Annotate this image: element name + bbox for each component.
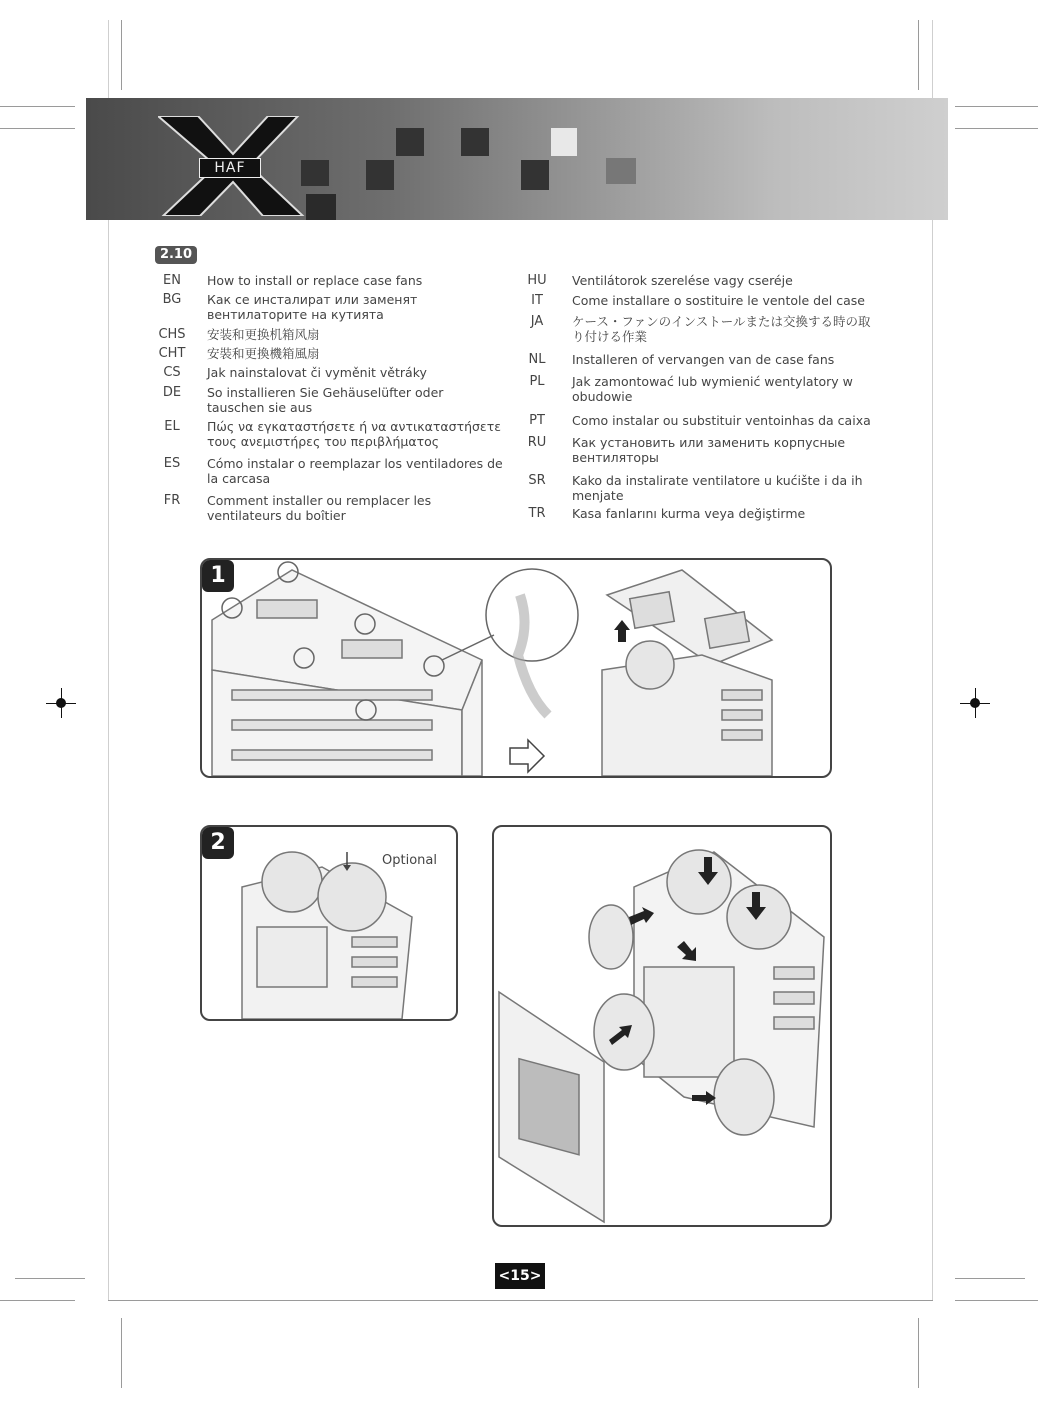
crop-mark <box>955 1278 1025 1279</box>
fan-locations-illustration <box>492 825 832 1227</box>
registration-mark <box>975 688 976 718</box>
crop-mark <box>955 128 1038 129</box>
optional-label: Optional <box>382 853 437 868</box>
crop-mark <box>955 1300 1038 1301</box>
crop-mark <box>121 1318 122 1388</box>
trim-line <box>108 1300 933 1301</box>
crop-mark <box>918 1318 919 1388</box>
crop-mark <box>121 20 122 90</box>
section-number: 2.10 <box>155 246 197 264</box>
case-exploded-illustration <box>494 827 830 1225</box>
step-number-badge: 1 <box>202 560 234 592</box>
registration-mark <box>61 688 62 718</box>
logo-text: HAF <box>199 158 261 178</box>
crop-mark <box>15 1278 85 1279</box>
crop-mark <box>0 1300 75 1301</box>
step-1-illustration <box>200 558 832 778</box>
arrow-right-icon <box>510 740 544 772</box>
crop-mark <box>918 20 919 90</box>
crop-mark <box>0 106 75 107</box>
step-number-badge: 2 <box>202 827 234 859</box>
crop-mark <box>955 106 1038 107</box>
case-top-panel-illustration <box>202 560 830 776</box>
header-banner <box>86 98 948 220</box>
step-2-illustration <box>200 825 458 1021</box>
crop-mark <box>0 128 75 129</box>
arrow-up-icon <box>614 620 630 642</box>
page-number: <15> <box>495 1263 545 1289</box>
